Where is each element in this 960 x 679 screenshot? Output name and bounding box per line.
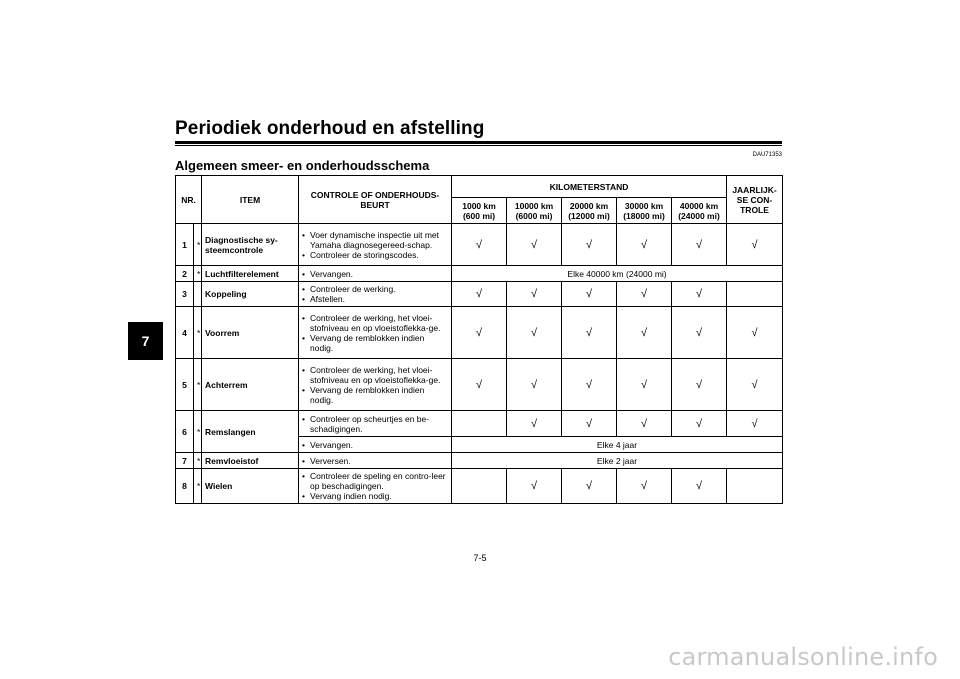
header-interval: 10000 km (6000 mi) xyxy=(507,198,562,224)
table-row xyxy=(176,307,783,359)
item-name: Remslangen xyxy=(202,411,299,453)
check-mark: √ xyxy=(507,282,562,307)
control-action: Vervang de remblokken indien nodig. xyxy=(310,384,425,405)
check-mark: √ xyxy=(562,282,617,307)
chapter-tab: 7 xyxy=(128,322,163,360)
item-name: Luchtfilterelement xyxy=(202,266,299,282)
empty-cell xyxy=(452,469,507,504)
control-action: Afstellen. xyxy=(310,294,345,304)
dealer-asterisk xyxy=(194,282,202,307)
table-row xyxy=(176,453,783,469)
check-mark: √ xyxy=(562,359,617,411)
check-mark: √ xyxy=(727,359,783,411)
control-action: Controleer de werking. xyxy=(310,284,396,294)
check-mark: √ xyxy=(617,307,672,359)
control-cell xyxy=(299,307,452,359)
control-action: Verversen. xyxy=(310,455,351,466)
check-mark: √ xyxy=(507,359,562,411)
row-number: 1 xyxy=(176,224,194,266)
control-action: Controleer op scheurtjes en be-schadigingen. xyxy=(310,413,430,434)
check-mark: √ xyxy=(617,359,672,411)
table-row xyxy=(176,224,783,266)
check-mark: √ xyxy=(452,307,507,359)
check-mark: √ xyxy=(617,411,672,437)
header-rule-thin xyxy=(175,145,782,146)
dealer-asterisk: * xyxy=(194,453,202,469)
table-row xyxy=(176,469,783,504)
check-mark: √ xyxy=(617,282,672,307)
dealer-asterisk: * xyxy=(194,411,202,453)
watermark: carmanualsonline.info xyxy=(668,643,938,671)
control-action: Vervang de remblokken indien nodig. xyxy=(310,332,425,353)
control-cell xyxy=(299,469,452,504)
check-mark: √ xyxy=(617,469,672,504)
check-mark: √ xyxy=(507,469,562,504)
control-action: Controleer de werking, het vloei-stofniveau en op vloeistoflekka-ge. xyxy=(310,312,441,333)
check-mark: √ xyxy=(562,411,617,437)
check-mark: √ xyxy=(727,307,783,359)
control-cell xyxy=(299,411,452,437)
item-name: Wielen xyxy=(202,469,299,504)
control-cell xyxy=(299,359,452,411)
check-mark: √ xyxy=(672,411,727,437)
row-number: 5 xyxy=(176,359,194,411)
check-mark: √ xyxy=(672,307,727,359)
control-action: Vervangen. xyxy=(310,439,354,450)
check-mark: √ xyxy=(672,469,727,504)
header-interval: 40000 km (24000 mi) xyxy=(672,198,727,224)
check-mark: √ xyxy=(452,224,507,266)
header-item: ITEM xyxy=(202,176,299,224)
interval-span-text: Elke 2 jaar xyxy=(452,453,783,469)
header-control: CONTROLE OF ONDERHOUDS-BEURT xyxy=(299,176,452,224)
table-row xyxy=(176,266,783,282)
document-code: DAU71353 xyxy=(752,152,782,158)
check-mark: √ xyxy=(562,224,617,266)
interval-span-text: Elke 40000 km (24000 mi) xyxy=(452,266,783,282)
check-mark: √ xyxy=(562,307,617,359)
page-number: 7-5 xyxy=(473,553,487,563)
row-number: 7 xyxy=(176,453,194,469)
row-number: 4 xyxy=(176,307,194,359)
page-header-title: Periodiek onderhoud en afstelling xyxy=(175,118,485,139)
control-cell xyxy=(299,437,452,453)
control-action: Controleer de speling en contro-leer op beschadigingen. xyxy=(310,471,446,491)
control-cell xyxy=(299,224,452,266)
row-number: 8 xyxy=(176,469,194,504)
dealer-asterisk: * xyxy=(194,266,202,282)
interval-span-text: Elke 4 jaar xyxy=(452,437,783,453)
table-row xyxy=(176,411,783,437)
empty-cell xyxy=(727,469,783,504)
dealer-asterisk: * xyxy=(194,359,202,411)
check-mark: √ xyxy=(452,359,507,411)
maintenance-schedule-table xyxy=(175,175,783,504)
control-cell xyxy=(299,266,452,282)
header-rule xyxy=(175,141,782,144)
check-mark: √ xyxy=(672,359,727,411)
item-name: Voorrem xyxy=(202,307,299,359)
check-mark: √ xyxy=(452,282,507,307)
item-name: Koppeling xyxy=(202,282,299,307)
item-name: Achterrem xyxy=(202,359,299,411)
control-action: Voer dynamische inspectie uit met Yamaha diagnosegereed-schap. xyxy=(310,229,439,250)
check-mark: √ xyxy=(727,411,783,437)
dealer-asterisk: * xyxy=(194,469,202,504)
row-number: 6 xyxy=(176,411,194,453)
item-name: Diagnostische sy-steemcontrole xyxy=(202,224,299,266)
table-row xyxy=(176,282,783,307)
check-mark: √ xyxy=(507,411,562,437)
check-mark: √ xyxy=(507,307,562,359)
empty-cell xyxy=(452,411,507,437)
control-cell xyxy=(299,453,452,469)
check-mark: √ xyxy=(727,224,783,266)
control-action: Controleer de werking, het vloei-stofniveau en op vloeistoflekka-ge. xyxy=(310,364,441,385)
dealer-asterisk: * xyxy=(194,307,202,359)
row-number: 3 xyxy=(176,282,194,307)
header-interval: 1000 km (600 mi) xyxy=(452,198,507,224)
header-interval: 30000 km (18000 mi) xyxy=(617,198,672,224)
check-mark: √ xyxy=(562,469,617,504)
section-title: Algemeen smeer- en onderhoudsschema xyxy=(175,158,430,173)
item-name: Remvloeistof xyxy=(202,453,299,469)
header-nr: NR. xyxy=(176,176,202,224)
check-mark: √ xyxy=(507,224,562,266)
control-action: Vervangen. xyxy=(310,268,354,279)
header-annual: JAARLIJK-SE CON-TROLE xyxy=(727,176,783,224)
dealer-asterisk: * xyxy=(194,224,202,266)
check-mark: √ xyxy=(672,224,727,266)
control-action: Controleer de storingscodes. xyxy=(310,249,419,260)
empty-cell xyxy=(727,282,783,307)
control-action: Vervang indien nodig. xyxy=(310,491,392,501)
row-number: 2 xyxy=(176,266,194,282)
header-interval: 20000 km (12000 mi) xyxy=(562,198,617,224)
control-cell xyxy=(299,282,452,307)
check-mark: √ xyxy=(617,224,672,266)
table-row xyxy=(176,359,783,411)
header-odometer: KILOMETERSTAND xyxy=(452,176,727,198)
check-mark: √ xyxy=(672,282,727,307)
